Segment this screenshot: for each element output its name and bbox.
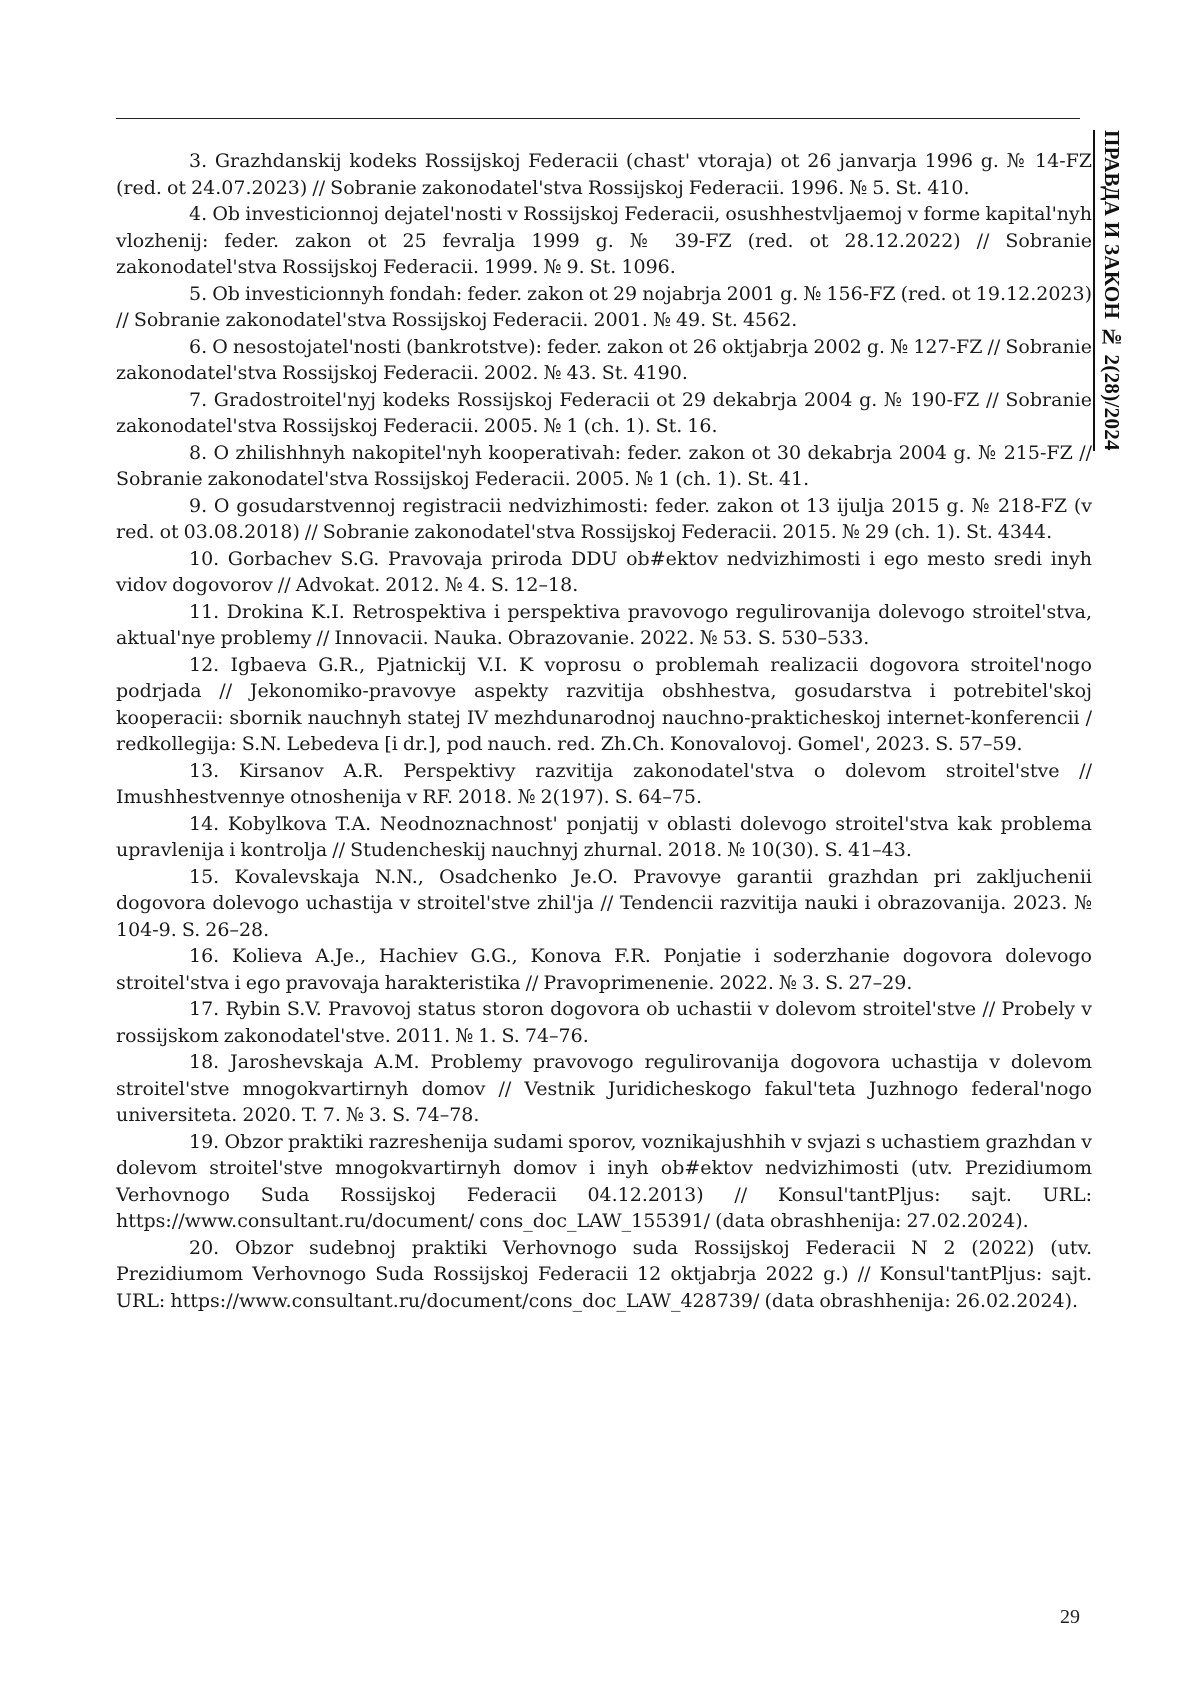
reference-item: 9. O gosudarstvennoj registracii nedvizhimosti: feder. zakon ot 13 ijulja 2015 g. № 218-FZ (v red. ot 03.08.2018) // Sobranie zakonodatel'stva Rossijskoj Federacii. 2015. № 29 (ch. 1). St. 4344.	[116, 494, 1092, 543]
reference-item: 13. Kirsanov A.R. Perspektivy razvitija zakonodatel'stva o dolevom stroitel'stve // Imushhestvennye otnoshenija v RF. 2018. № 2(197). S. 64–75.	[116, 759, 1092, 808]
reference-item: 11. Drokina K.I. Retrospektiva i perspektiva pravovogo regulirovanija dolevogo stroitel'stva, aktual'nye problemy // Innovacii. Nauka. Obrazovanie. 2022. № 53. S. 530–533.	[116, 600, 1092, 649]
reference-item: 15. Kovalevskaja N.N., Osadchenko Je.O. Pravovye garantii grazhdan pri zakljuchenii dogovora dolevogo uchastija v stroitel'stve zhil'ja // Tendencii razvitija nauki i obrazovanija. 2023. № 104-9. S. 26–28.	[116, 865, 1092, 941]
reference-item: 4. Ob investicionnoj dejatel'nosti v Rossijskoj Federacii, osushhestvljaemoj v forme kapital'nyh vlozhenij: feder. zakon ot 25 fevralja 1999 g. № 39-FZ (red. ot 28.12.2022) // Sobranie zakonodatel'stva Rossijskoj Federacii. 1999. № 9. St. 1096.	[116, 203, 1092, 278]
reference-item: 5. Ob investicionnyh fondah: feder. zakon ot 29 nojabrja 2001 g. № 156-FZ (red. ot 19.12.2023) // Sobranie zakonodatel'stva Rossijskoj Federacii. 2001. № 49. St. 4562.	[116, 282, 1092, 331]
reference-item: 6. O nesostojatel'nosti (bankrotstve): feder. zakon ot 26 oktjabrja 2002 g. № 127-FZ // Sobranie zakonodatel'stva Rossijskoj Federacii. 2002. № 43. St. 4190.	[116, 335, 1092, 384]
reference-item: 18. Jaroshevskaja A.M. Problemy pravovogo regulirovanija dogovora uchastija v dolevom stroitel'stve mnogokvartirnyh domov // Vestnik Juridicheskogo fakul'teta Juzhnogo federal'nogo universiteta. 2020. T. 7. № 3. S. 74–78.	[116, 1051, 1092, 1126]
reference-item: 20. Obzor sudebnoj praktiki Verhovnogo suda Rossijskoj Federacii N 2 (2022) (utv. Prezidiumom Verhovnogo Suda Rossijskoj Federacii 12 oktjabrja 2022 g.) // Konsul'tantPljus: sajt. URL: https://www.consultant.ru/document/cons_doc_LAW_428739/ (data obrashhenija: 26.02.2024).	[116, 1236, 1092, 1312]
reference-item: 17. Rybin S.V. Pravovoj status storon dogovora ob uchastii v dolevom stroitel'stve // Probely v rossijskom zakonodatel'stve. 2011. № 1. S. 74–76.	[116, 998, 1092, 1047]
reference-item: 19. Obzor praktiki razreshenija sudami sporov, voznikajushhih v svjazi s uchastiem grazhdan v dolevom stroitel'stve mnogokvartirnyh domov i inyh ob#ektov nedvizhimosti (utv. Prezidiumom Verhovnogo Suda Rossijskoj Federacii 04.12.2013) // Konsul'tantPljus: sajt. URL: https://www.consultant.ru/document/ cons_doc_LAW_155391/ (data obrashhenija: 27.02.2024).	[116, 1130, 1092, 1232]
reference-item: 16. Kolieva A.Je., Hachiev G.G., Konova F.R. Ponjatie i soderzhanie dogovora dolevogo stroitel'stva i ego pravovaja harakteristika // Pravoprimenenie. 2022. № 3. S. 27–29.	[116, 945, 1092, 994]
reference-item: 10. Gorbachev S.G. Pravovaja priroda DDU ob#ektov nedvizhimosti i ego mesto sredi inyh vidov dogovorov // Advokat. 2012. № 4. S. 12–18.	[116, 547, 1092, 596]
reference-item: 12. Igbaeva G.R., Pjatnickij V.I. K voprosu o problemah realizacii dogovora stroitel'nogo podrjada // Jekonomiko-pravovye aspekty razvitija obshhestva, gosudarstva i potrebitel'skoj kooperacii: sbornik nauchnyh statej IV mezhdunarodnoj nauchno-prakticheskoj internet-konferencii / redkollegija: S.N. Lebedeva [i dr.], pod nauch. red. Zh.Ch. Konovalovoj. Gomel', 2023. S. 57–59.	[116, 653, 1092, 755]
reference-item: 3. Grazhdanskij kodeks Rossijskoj Federacii (chast' vtoraja) ot 26 janvarja 1996 g. № 14-FZ (red. ot 24.07.2023) // Sobranie zakonodatel'stva Rossijskoj Federacii. 1996. № 5. St. 410.	[116, 150, 1092, 199]
header-rule	[116, 118, 1080, 119]
journal-title: ПРАВДА И ЗАКОН № 2(28)/2024	[1093, 130, 1124, 451]
page-number: 29	[1060, 1606, 1080, 1628]
reference-item: 8. O zhilishhnyh nakopitel'nyh kooperativah: feder. zakon ot 30 dekabrja 2004 g. № 215-FZ // Sobranie zakonodatel'stva Rossijskoj Federacii. 2005. № 1 (ch. 1). St. 41.	[116, 441, 1092, 490]
reference-item: 14. Kobylkova T.A. Neodnoznachnost' ponjatij v oblasti dolevogo stroitel'stva kak problema upravlenija i kontrolja // Studencheskij nauchnyj zhurnal. 2018. № 10(30). S. 41–43.	[116, 812, 1092, 861]
reference-list	[116, 148, 1092, 1314]
reference-item: 7. Gradostroitel'nyj kodeks Rossijskoj Federacii ot 29 dekabrja 2004 g. № 190-FZ // Sobranie zakonodatel'stva Rossijskoj Federacii. 2005. № 1 (ch. 1). St. 16.	[116, 388, 1092, 437]
